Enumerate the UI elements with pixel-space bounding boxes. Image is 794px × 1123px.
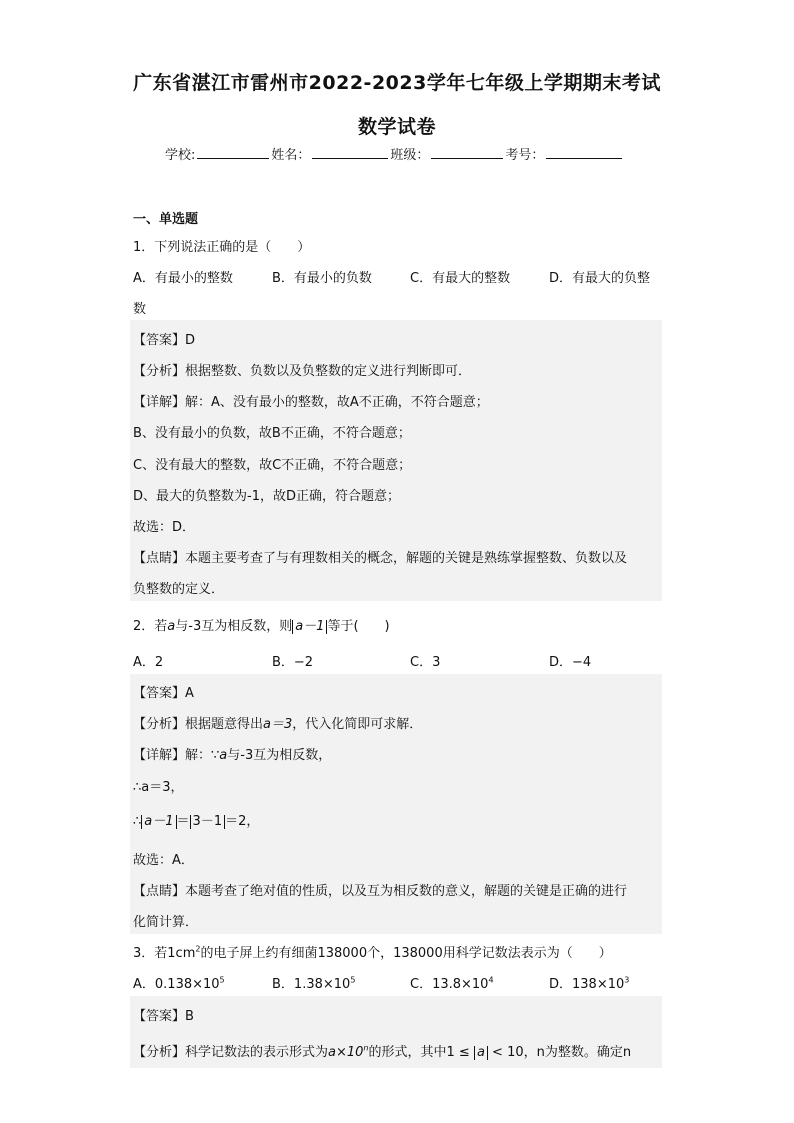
student-info-line <box>165 144 624 163</box>
q2-detail-pre: 【详解】解：∵ <box>133 748 220 763</box>
q2-analysis-post: ，代入化简即可求解． <box>292 717 423 732</box>
q3-analysis-range-post: < 10 <box>487 1045 524 1060</box>
q1-detail-4: D、最大的负整数为-1，故D正确，符合题意； <box>133 489 400 504</box>
document-subtitle: 数学试卷 <box>357 116 436 138</box>
q3-analysis-range-pre: 1 ≤ <box>446 1045 474 1060</box>
number-blank[interactable] <box>546 145 622 159</box>
q2-stem-var: a <box>167 619 176 634</box>
q2-so-calc-pre: ∴ <box>133 814 142 829</box>
q1-detail-2: B、没有最小的负数，故B不正确，不符合题意； <box>133 426 411 441</box>
q3-stem-post: 的电子屏上约有细菌138000个，138000用科学记数法表示为（ ） <box>200 946 612 961</box>
q1-comment-1: 【点睛】本题主要考查了与有理数相关的概念，解题的关键是熟练掌握整数、负数以及 <box>133 551 628 566</box>
section-heading: 一、单选题 <box>133 212 199 227</box>
school-blank[interactable] <box>197 145 269 159</box>
q2-stem <box>133 615 390 634</box>
document-title: 广东省湛江市雷州市2022-2023学年七年级上学期期末考试 <box>133 72 661 94</box>
q3-analysis <box>133 1041 631 1060</box>
q3-option-a-sup: 5 <box>219 975 225 985</box>
q1-option-a: A．有最小的整数 <box>133 271 233 286</box>
q3-analysis-form-sup: n <box>363 1043 369 1053</box>
q2-option-a: A．2 <box>133 655 164 670</box>
q2-analysis <box>133 713 422 732</box>
q3-option-c <box>410 973 494 992</box>
q1-option-wrap: 数 <box>133 302 147 317</box>
q2-so-eq-1: ＝ <box>176 814 190 829</box>
q3-option-a <box>133 973 225 992</box>
q2-choose: 故选：A． <box>133 853 194 868</box>
class-blank[interactable] <box>431 145 503 159</box>
q2-answer: 【答案】A <box>133 686 194 701</box>
q3-analysis-tail: ，n为整数。确定n <box>523 1045 632 1060</box>
q3-option-b-sup: 5 <box>350 975 356 985</box>
q3-option-d-label: D．138×10 <box>549 977 625 992</box>
q3-option-b <box>272 973 355 992</box>
q3-option-a-label: A．0.138×10 <box>133 977 220 992</box>
q1-option-b: B．有最小的负数 <box>272 271 372 286</box>
q3-stem-pre: 3．若 <box>133 946 168 961</box>
q2-stem-pre: 2．若 <box>133 619 168 634</box>
q2-so-eq-2: ＝2， <box>225 814 260 829</box>
q2-so-abs-1: a－1 <box>141 815 176 829</box>
q2-stem-post: 等于( ) <box>327 619 390 634</box>
q2-comment-2: 化简计算． <box>133 915 199 930</box>
q2-analysis-pre: 【分析】根据题意得出 <box>133 717 264 732</box>
q2-detail-var: a <box>219 748 228 763</box>
q2-stem-abs: a－1 <box>292 620 327 634</box>
q3-option-d-sup: 3 <box>624 975 630 985</box>
q2-option-b: B．−2 <box>272 655 314 670</box>
q2-detail <box>133 744 331 763</box>
q2-detail-post: 与-3互为相反数， <box>227 748 332 763</box>
q3-answer: 【答案】B <box>133 1009 194 1024</box>
q3-analysis-form: a×10 <box>328 1045 364 1060</box>
q3-stem <box>133 942 612 961</box>
name-blank[interactable] <box>312 145 388 159</box>
q3-analysis-pre: 【分析】科学记数法的表示形式为 <box>133 1045 329 1060</box>
q3-analysis-range-abs: a <box>474 1046 488 1060</box>
q1-option-d: D．有最大的负整 <box>549 271 651 286</box>
q2-option-d: D．−4 <box>549 655 592 670</box>
number-label: 考号： <box>505 148 545 163</box>
q3-option-b-label: B．1.38×10 <box>272 977 351 992</box>
q2-analysis-eq: a＝3 <box>263 717 293 732</box>
q2-option-c: C．3 <box>410 655 441 670</box>
q2-so-calc <box>133 810 259 829</box>
q3-stem-unit: 1cm <box>167 946 196 961</box>
q1-comment-2: 负整数的定义． <box>133 582 225 597</box>
q2-so-abs-2: 3－1 <box>190 815 226 829</box>
q2-comment-1: 【点睛】本题考查了绝对值的性质，以及互为相反数的意义，解题的关键是正确的进行 <box>133 884 628 899</box>
q3-option-d <box>549 973 629 992</box>
q3-stem-unit-sup: 2 <box>195 944 201 954</box>
q3-analysis-mid: 的形式，其中 <box>368 1045 447 1060</box>
q1-detail-3: C、没有最大的整数，故C不正确，不符合题意； <box>133 458 412 473</box>
class-label: 班级： <box>390 148 430 163</box>
q1-answer: 【答案】D <box>133 333 196 348</box>
name-label: 姓名： <box>271 148 311 163</box>
q1-detail-5: 故选：D． <box>133 520 196 535</box>
q1-option-c: C．有最大的整数 <box>410 271 511 286</box>
q2-so-a: ∴a＝3， <box>133 780 184 795</box>
q1-detail-1: 【详解】解：A、没有最小的整数，故A不正确，不符合题意； <box>133 395 489 410</box>
q3-option-c-label: C．13.8×10 <box>410 977 489 992</box>
q2-stem-mid: 与-3互为相反数，则 <box>175 619 293 634</box>
school-label: 学校: <box>165 148 196 163</box>
q3-option-c-sup: 4 <box>488 975 494 985</box>
q1-stem: 1．下列说法正确的是（ ） <box>133 240 311 255</box>
q1-analysis: 【分析】根据整数、负数以及负整数的定义进行判断即可． <box>133 364 472 379</box>
